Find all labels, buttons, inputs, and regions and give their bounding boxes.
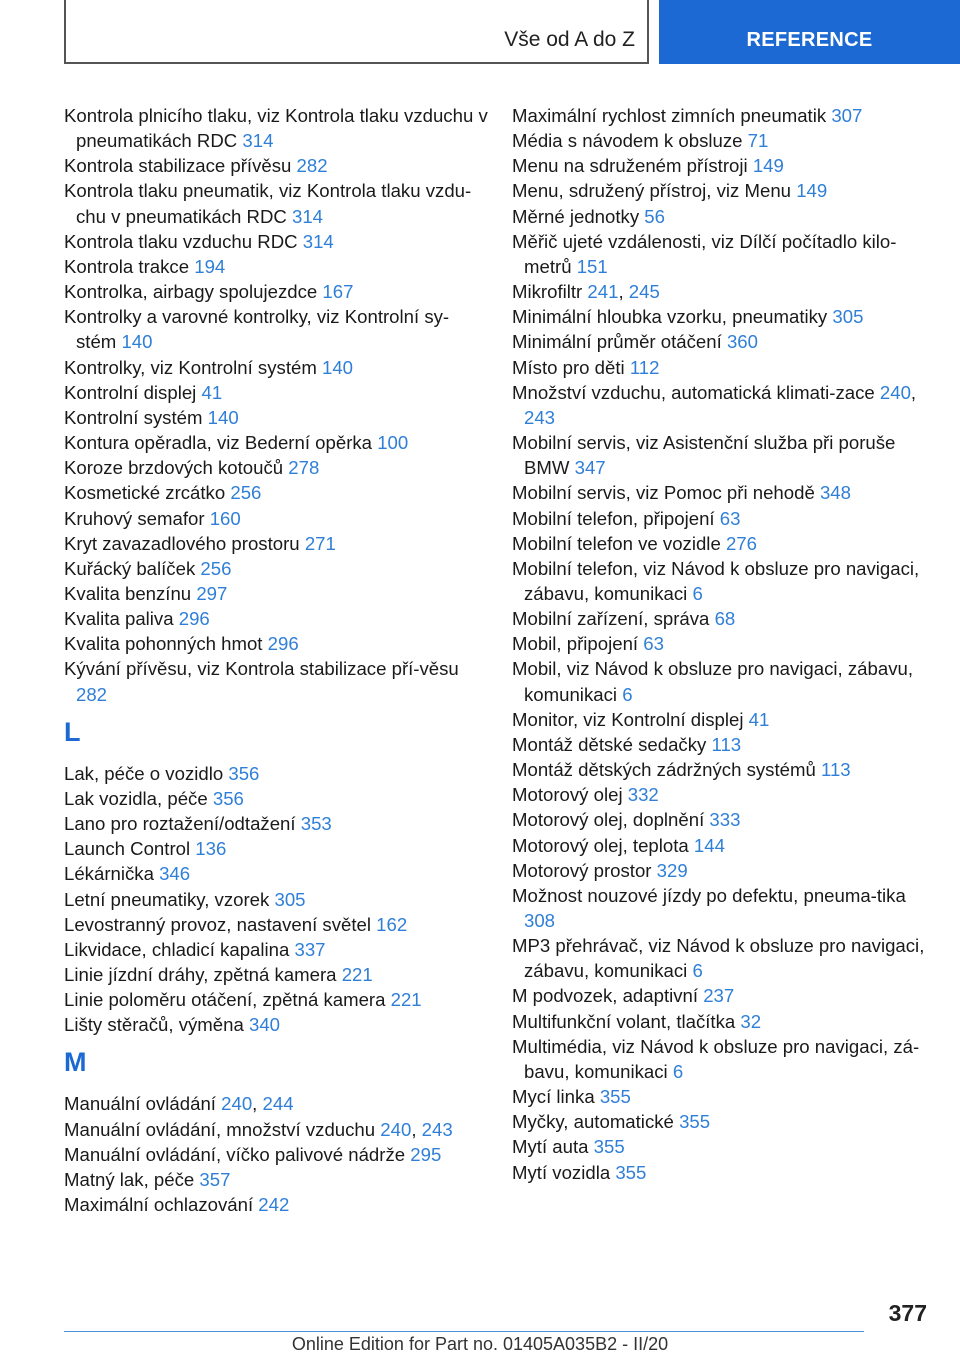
footer-edition (0, 1334, 960, 1355)
index-entry (64, 380, 489, 405)
page-reference-link[interactable]: 243 (524, 406, 556, 428)
index-entry (64, 480, 489, 505)
index-entry: Manuální ovládání 240, 244 (64, 1093, 294, 1115)
index-entry-text: Mobilní servis, viz Asistenční služba při poruše BMW (512, 432, 896, 479)
index-entry-text: Měrné jednotky (512, 205, 640, 227)
index-entry (512, 858, 932, 883)
index-entry-text: Manuální ovládání (64, 1093, 216, 1115)
index-entry (512, 531, 932, 556)
page-reference-link[interactable]: 244 (262, 1093, 294, 1115)
index-entry-text: Lékárnička (64, 863, 154, 885)
page-reference-link[interactable]: 41 (748, 708, 770, 730)
page-reference-link[interactable]: 140 (322, 356, 354, 378)
page-reference-link[interactable]: 314 (292, 205, 324, 227)
index-entry-text: Kontrolní displej (64, 381, 197, 403)
index-entry (64, 103, 489, 153)
page-reference-link[interactable]: 337 (294, 938, 326, 960)
page-reference-link[interactable]: 297 (196, 582, 228, 604)
page-reference-link[interactable]: 276 (725, 532, 757, 554)
index-entry (512, 1084, 932, 1109)
page-reference-link[interactable]: 56 (644, 205, 665, 227)
index-entry (512, 430, 932, 480)
index-entry-text: Multifunkční volant, tlačítka (512, 1010, 736, 1032)
index-entry-text: Lano pro roztažení/odtažení (64, 813, 296, 835)
index-entry-text: Mobilní servis, viz Pomoc při nehodě (512, 482, 815, 504)
index-entry (64, 861, 489, 886)
index-entry (64, 229, 489, 254)
page-reference-link[interactable]: 355 (615, 1161, 647, 1183)
index-entry-text: Možnost nouzové jízdy po defektu, pneuma-tika (512, 884, 906, 906)
index-entry (512, 707, 932, 732)
index-entry (512, 304, 932, 329)
index-entry-text: Koroze brzdových kotoučů (64, 457, 284, 479)
page-reference-link[interactable]: 360 (726, 331, 758, 353)
index-entry (64, 987, 489, 1012)
index-entry-text: Lišty stěračů, výměna (64, 1014, 244, 1036)
page-reference-link[interactable]: 333 (709, 809, 741, 831)
header-section-box (64, 0, 649, 64)
index-entry-text: Montáž dětských zádržných systémů (512, 759, 816, 781)
index-entry (512, 1160, 932, 1185)
index-entry-text: Místo pro děti (512, 356, 625, 378)
footer-edition-text: Online Edition for Part no. 01405A035B2 - II/20 (291, 1334, 669, 1354)
index-entry-text: Motorový olej (512, 784, 623, 806)
index-entry (64, 455, 489, 480)
index-entry-text: Mobilní telefon, připojení (512, 507, 715, 529)
index-entry-text: Kruhový semafor (64, 507, 205, 529)
index-entry (512, 807, 932, 832)
index-entry-text: Motorový olej, teplota (512, 834, 689, 856)
header-reference-tab[interactable] (659, 0, 960, 64)
index-entry (512, 1109, 932, 1134)
page-reference-link[interactable]: 242 (258, 1194, 290, 1216)
page-reference-link[interactable]: 314 (242, 130, 274, 152)
index-entry-text: Menu na sdruženém přístroji (512, 155, 748, 177)
page-reference-link[interactable]: 41 (201, 381, 223, 403)
page-reference-link[interactable]: 68 (714, 608, 736, 630)
page-reference-link[interactable]: 347 (574, 457, 606, 479)
index-entry (64, 887, 489, 912)
index-entry-text: Matný lak, péče (64, 1168, 195, 1190)
page-reference-link[interactable]: 149 (796, 180, 828, 202)
page-reference-link[interactable]: 6 (672, 1060, 684, 1082)
page-reference-link[interactable]: 112 (629, 356, 660, 378)
page-reference-link[interactable]: 282 (76, 683, 108, 705)
index-entry-text: Maximální rychlost zimních pneumatik (512, 105, 827, 126)
index-entry (64, 962, 489, 987)
index-entry (64, 405, 489, 430)
index-entry-text: Kontrola plnicího tlaku, viz Kontrola tlaku vzduchu v pneumatikách RDC (64, 105, 488, 152)
page-reference-link[interactable]: 240 (221, 1093, 253, 1115)
index-entry-text: Minimální hloubka vzorku, pneumatiky (512, 306, 828, 328)
index-entry (512, 329, 932, 354)
page-reference-link[interactable]: 194 (194, 255, 226, 277)
page-reference-link[interactable]: 241 (587, 281, 619, 303)
page-reference-link[interactable]: 355 (593, 1136, 625, 1158)
page-reference-link[interactable]: 256 (200, 557, 232, 579)
index-entry (64, 656, 489, 706)
index-entry (512, 757, 932, 782)
page-reference-link[interactable]: 63 (719, 507, 741, 529)
index-entry (512, 606, 932, 631)
header-section-title: Vše od A do Z (504, 28, 635, 51)
index-entry-text: Letní pneumatiky, vzorek (64, 888, 270, 910)
index-entry-text: Kontrolní systém (64, 406, 203, 428)
index-entry-text: Motorový prostor (512, 859, 652, 881)
page-reference-link[interactable]: 240 (380, 1118, 412, 1140)
index-entry (64, 1192, 489, 1217)
index-entry (64, 937, 489, 962)
page-reference-link[interactable]: 113 (821, 759, 851, 781)
page-reference-link[interactable]: 348 (819, 482, 851, 504)
page-reference-link[interactable]: 278 (288, 457, 320, 479)
index-entry (512, 128, 932, 153)
index-entry (64, 153, 489, 178)
index-entry-text: Kontrola tlaku vzduchu RDC (64, 230, 298, 252)
index-entry-text: Manuální ovládání, množství vzduchu (64, 1118, 376, 1140)
index-entry (512, 732, 932, 757)
index-letter-heading: L (64, 716, 81, 747)
index-entry-text: Motorový olej, doplnění (512, 809, 705, 831)
index-entry-text: Kuřácký balíček (64, 557, 196, 579)
index-entry (64, 531, 489, 556)
index-entry (512, 178, 932, 203)
index-entry-text: Myčky, automatické (512, 1111, 674, 1133)
index-entry-text: Minimální průměr otáčení (512, 331, 722, 353)
index-entry (512, 229, 932, 279)
index-entry: Množství vzduchu, automatická klimati-zace 240, 243 (512, 381, 917, 428)
index-column-left (64, 103, 489, 1217)
page-reference-link[interactable]: 32 (740, 1010, 762, 1032)
index-entry-text: MP3 přehrávač, viz Návod k obsluze pro navigaci, zábavu, komunikaci (512, 935, 925, 982)
page-reference-link[interactable]: 356 (212, 787, 244, 809)
index-entry-text: Mobilní telefon, viz Návod k obsluze pro navigaci, zábavu, komunikaci (512, 557, 920, 604)
index-entry (64, 761, 489, 786)
page-reference-link[interactable]: 240 (879, 381, 911, 403)
index-entry-text: Multimédia, viz Návod k obsluze pro navigaci, zá-bavu, komunikaci (512, 1035, 920, 1082)
index-entry (512, 153, 932, 178)
page-reference-link[interactable]: 346 (159, 863, 191, 885)
index-entry-text: Menu, sdružený přístroj, viz Menu (512, 180, 792, 202)
index-entry (512, 1009, 932, 1034)
page-reference-link[interactable]: 340 (248, 1014, 281, 1036)
index-entry-text: Kvalita benzínu (64, 582, 192, 604)
index-entry (64, 556, 489, 581)
index-entry (512, 1034, 932, 1084)
page-reference-link[interactable]: 296 (178, 608, 210, 630)
index-entry (64, 254, 489, 279)
page-reference-link[interactable]: 332 (627, 784, 659, 806)
page-reference-link[interactable]: 144 (693, 834, 725, 856)
page-reference-link[interactable]: 353 (300, 813, 332, 835)
page-reference-link[interactable]: 305 (274, 888, 306, 910)
index-entry (64, 506, 489, 531)
page-reference-link[interactable]: 100 (377, 432, 409, 454)
index-entry (64, 178, 489, 228)
index-entry-text: Kontrola trakce (64, 255, 190, 277)
index-entry (512, 1134, 932, 1159)
index-entry-text: Mobilní zařízení, správa (512, 608, 710, 630)
header-reference-label: REFERENCE (746, 29, 873, 51)
index-entry (64, 836, 489, 861)
page-reference-link[interactable]: 167 (322, 281, 354, 303)
index-entry-text: Mobilní telefon ve vozidle (512, 532, 721, 554)
index-entry (512, 833, 932, 858)
index-entry-text: Lak vozidla, péče (64, 787, 208, 809)
index-entry-text: Manuální ovládání, víčko palivové nádrže (64, 1143, 406, 1165)
index-entry (512, 556, 932, 606)
index-entry-text: Linie jízdní dráhy, zpětná kamera (64, 964, 337, 985)
index-entry-text: Mycí linka (512, 1086, 595, 1108)
index-entry (512, 204, 932, 229)
index-entry: Manuální ovládání, množství vzduchu 240, 243 (64, 1118, 453, 1140)
index-letter-heading: M (64, 1047, 87, 1078)
page-reference-link[interactable]: 221 (341, 964, 373, 985)
page-reference-link[interactable]: 71 (747, 130, 769, 152)
page-reference-link[interactable]: 6 (692, 960, 703, 982)
index-entry-text: Launch Control (64, 838, 191, 860)
index-entry (64, 279, 489, 304)
index-entry-text: Mytí vozidla (512, 1161, 611, 1183)
index-entry (64, 1012, 489, 1037)
index-entry (512, 103, 932, 128)
page-reference-link[interactable]: 256 (230, 482, 262, 504)
index-entry (64, 786, 489, 811)
index-entry-text: Kryt zavazadlového prostoru (64, 532, 300, 554)
page-reference-link[interactable]: 162 (376, 913, 408, 935)
page-reference-link[interactable]: 245 (628, 281, 660, 303)
index-entry (512, 933, 932, 983)
index-entry-text: Kývání přívěsu, viz Kontrola stabilizace pří-věsu (64, 658, 459, 680)
index-entry-text: Kontura opěradla, viz Bederní opěrka (64, 432, 373, 454)
index-entry-text: Kontrola stabilizace přívěsu (64, 155, 292, 177)
index-entry-text: Kvalita pohonných hmot (64, 633, 263, 655)
index-entry-text: Média s návodem k obsluze (512, 130, 743, 152)
index-entry-text: Množství vzduchu, automatická klimati-zace (512, 381, 875, 403)
page-reference-link[interactable]: 356 (228, 762, 260, 784)
index-entry (64, 430, 489, 455)
index-entry-text: Monitor, viz Kontrolní displej (512, 708, 744, 730)
page-reference-link[interactable]: 140 (207, 406, 239, 428)
index-entry (512, 506, 932, 531)
page-reference-link[interactable]: 307 (831, 105, 863, 126)
page-reference-link[interactable]: 329 (656, 859, 688, 881)
index-entry (64, 355, 489, 380)
index-entry-text: Kontrolky, viz Kontrolní systém (64, 356, 317, 378)
index-entry-text: Kontrolky a varovné kontrolky, viz Kontrolní sy-stém (64, 306, 450, 353)
footer-rule (64, 1331, 864, 1332)
index-entry-text: Mobil, viz Návod k obsluze pro navigaci, zábavu, komunikaci (512, 658, 914, 705)
page-reference-link[interactable]: 357 (199, 1168, 231, 1190)
page-reference-link[interactable]: 63 (643, 633, 664, 655)
page-reference-link[interactable]: 296 (267, 633, 299, 655)
index-entry (64, 1167, 489, 1192)
page-reference-link[interactable]: 308 (524, 910, 556, 931)
page-reference-link[interactable]: 136 (195, 838, 227, 860)
index-entry-text: Kosmetické zrcátko (64, 482, 226, 504)
page-reference-link[interactable]: 305 (832, 306, 864, 328)
index-entry-text: Likvidace, chladicí kapalina (64, 938, 290, 960)
page-reference-link[interactable]: 237 (703, 985, 735, 1007)
page-reference-link[interactable]: 282 (296, 155, 328, 177)
index-entry-text: Kvalita paliva (64, 608, 174, 630)
page-reference-link[interactable]: 160 (209, 507, 241, 529)
index-entry (512, 656, 932, 706)
index-entry-text: Montáž dětské sedačky (512, 733, 707, 755)
page-reference-link[interactable]: 355 (679, 1111, 711, 1133)
index-column-right (512, 103, 932, 1185)
index-entry (64, 606, 489, 631)
index-entry-text: Kontrola tlaku pneumatik, viz Kontrola tlaku vzdu-chu v pneumatikách RDC (64, 180, 472, 227)
index-entry-text: Linie poloměru otáčení, zpětná kamera (64, 989, 386, 1011)
index-entry (512, 782, 932, 807)
index-entry-text: Maximální ochlazování (64, 1194, 254, 1216)
index-entry (64, 581, 489, 606)
page-reference-link[interactable]: 6 (622, 683, 633, 705)
page-reference-link[interactable]: 149 (752, 155, 784, 177)
page-reference-link[interactable]: 314 (302, 230, 334, 252)
page-reference-link[interactable]: 243 (421, 1118, 453, 1140)
index-entry-text: Mobil, připojení (512, 633, 639, 655)
index-entry-text: Mikrofiltr (512, 281, 583, 303)
page-reference-link[interactable]: 221 (390, 989, 422, 1011)
page-reference-link[interactable]: 355 (599, 1086, 631, 1108)
index-entry (512, 480, 932, 505)
index-entry-text: Mytí auta (512, 1136, 589, 1158)
index-entry (64, 811, 489, 836)
index-entry-text: M podvozek, adaptivní (512, 985, 699, 1007)
index-entry (64, 304, 489, 354)
page-reference-link[interactable]: 151 (576, 255, 608, 277)
index-entry-text: Měřič ujeté vzdálenosti, viz Dílčí počítadlo kilo-metrů (512, 230, 897, 277)
page-reference-link[interactable]: 113 (711, 733, 742, 755)
index-entry-text: Kontrolka, airbagy spolujezdce (64, 281, 318, 303)
index-entry (512, 883, 932, 933)
index-entry (512, 983, 932, 1008)
page-reference-link[interactable]: 6 (692, 582, 703, 604)
page-reference-link[interactable]: 140 (121, 331, 153, 353)
index-entry: Mikrofiltr 241, 245 (512, 281, 660, 303)
page-reference-link[interactable]: 295 (410, 1143, 442, 1165)
index-entry-text: Lak, péče o vozidlo (64, 762, 224, 784)
index-entry (64, 631, 489, 656)
page-number: 377 (888, 1300, 927, 1326)
index-entry (512, 355, 932, 380)
page-reference-link[interactable]: 271 (304, 532, 336, 554)
index-entry (512, 631, 932, 656)
index-entry (64, 912, 489, 937)
index-entry (64, 1142, 489, 1167)
index-entry-text: Levostranný provoz, nastavení světel (64, 913, 371, 935)
